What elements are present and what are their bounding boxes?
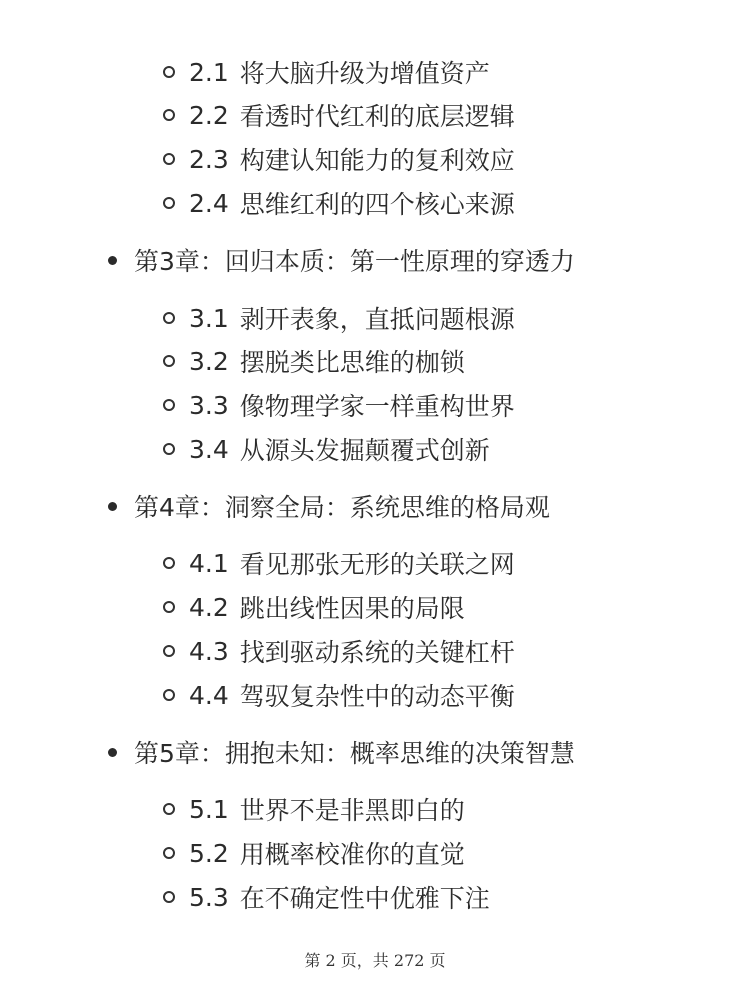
- toc-entry-4-2[interactable]: [163, 587, 465, 627]
- toc-entry-4-4[interactable]: [163, 675, 515, 715]
- toc-chapter-5[interactable]: [108, 732, 575, 772]
- toc-entry-5-1[interactable]: [163, 789, 465, 829]
- page-number-footer: 第 2 页，共 272 页: [304, 951, 446, 970]
- hollow-bullet-icon: [163, 689, 175, 701]
- hollow-bullet-icon: [163, 803, 175, 815]
- chapter-title: 第5章：拥抱未知：概率思维的决策智慧: [134, 739, 575, 768]
- toc-entry-2-4[interactable]: [163, 183, 515, 223]
- solid-bullet-icon: [108, 748, 117, 757]
- hollow-bullet-icon: [163, 601, 175, 613]
- toc-entry-2-3[interactable]: [163, 139, 515, 179]
- toc-entry-2-2[interactable]: [163, 95, 515, 135]
- toc-chapter-3[interactable]: [108, 240, 575, 280]
- section-title: 跳出线性因果的局限: [239, 594, 465, 623]
- hollow-bullet-icon: [163, 66, 175, 78]
- section-number: 4.3: [189, 636, 229, 666]
- toc-entry-2-1[interactable]: [163, 52, 490, 92]
- toc-entry-5-2[interactable]: [163, 833, 465, 873]
- section-number: 3.1: [189, 303, 229, 333]
- hollow-bullet-icon: [163, 847, 175, 859]
- hollow-bullet-icon: [163, 891, 175, 903]
- hollow-bullet-icon: [163, 197, 175, 209]
- toc-chapter-4[interactable]: [108, 486, 550, 526]
- section-number: 4.4: [189, 680, 229, 710]
- hollow-bullet-icon: [163, 399, 175, 411]
- solid-bullet-icon: [108, 502, 117, 511]
- section-title: 摆脱类比思维的枷锁: [239, 348, 465, 377]
- hollow-bullet-icon: [163, 645, 175, 657]
- toc-entry-3-4[interactable]: [163, 429, 490, 469]
- section-number: 2.4: [189, 188, 229, 218]
- hollow-bullet-icon: [163, 312, 175, 324]
- section-number: 3.2: [189, 346, 229, 376]
- section-title: 从源头发掘颠覆式创新: [239, 436, 490, 465]
- section-number: 3.4: [189, 434, 229, 464]
- section-number: 4.2: [189, 592, 229, 622]
- section-number: 5.3: [189, 882, 229, 912]
- section-number: 4.1: [189, 548, 229, 578]
- chapter-title: 第3章：回归本质：第一性原理的穿透力: [134, 247, 575, 276]
- section-number: 2.1: [189, 57, 229, 87]
- solid-bullet-icon: [108, 256, 117, 265]
- chapter-title: 第4章：洞察全局：系统思维的格局观: [134, 493, 550, 522]
- toc-entry-4-3[interactable]: [163, 631, 515, 671]
- section-title: 像物理学家一样重构世界: [239, 392, 515, 421]
- toc-entry-3-1[interactable]: [163, 298, 515, 338]
- section-title: 找到驱动系统的关键杠杆: [239, 638, 515, 667]
- section-title: 将大脑升级为增值资产: [239, 59, 490, 88]
- toc-entry-3-3[interactable]: [163, 385, 515, 425]
- section-number: 5.2: [189, 838, 229, 868]
- section-title: 用概率校准你的直觉: [239, 840, 465, 869]
- section-number: 5.1: [189, 794, 229, 824]
- section-title: 在不确定性中优雅下注: [239, 884, 490, 913]
- section-title: 看见那张无形的关联之网: [239, 550, 515, 579]
- section-title: 驾驭复杂性中的动态平衡: [239, 682, 515, 711]
- hollow-bullet-icon: [163, 355, 175, 367]
- section-number: 2.3: [189, 144, 229, 174]
- toc-entry-3-2[interactable]: [163, 341, 465, 381]
- section-number: 3.3: [189, 390, 229, 420]
- section-title: 思维红利的四个核心来源: [239, 190, 515, 219]
- section-number: 2.2: [189, 100, 229, 130]
- hollow-bullet-icon: [163, 443, 175, 455]
- section-title: 构建认知能力的复利效应: [239, 146, 515, 175]
- hollow-bullet-icon: [163, 109, 175, 121]
- hollow-bullet-icon: [163, 153, 175, 165]
- toc-entry-5-3[interactable]: [163, 877, 490, 917]
- section-title: 世界不是非黑即白的: [239, 796, 465, 825]
- toc-entry-4-1[interactable]: [163, 543, 515, 583]
- hollow-bullet-icon: [163, 557, 175, 569]
- section-title: 剥开表象，直抵问题根源: [239, 305, 515, 334]
- section-title: 看透时代红利的底层逻辑: [239, 102, 515, 131]
